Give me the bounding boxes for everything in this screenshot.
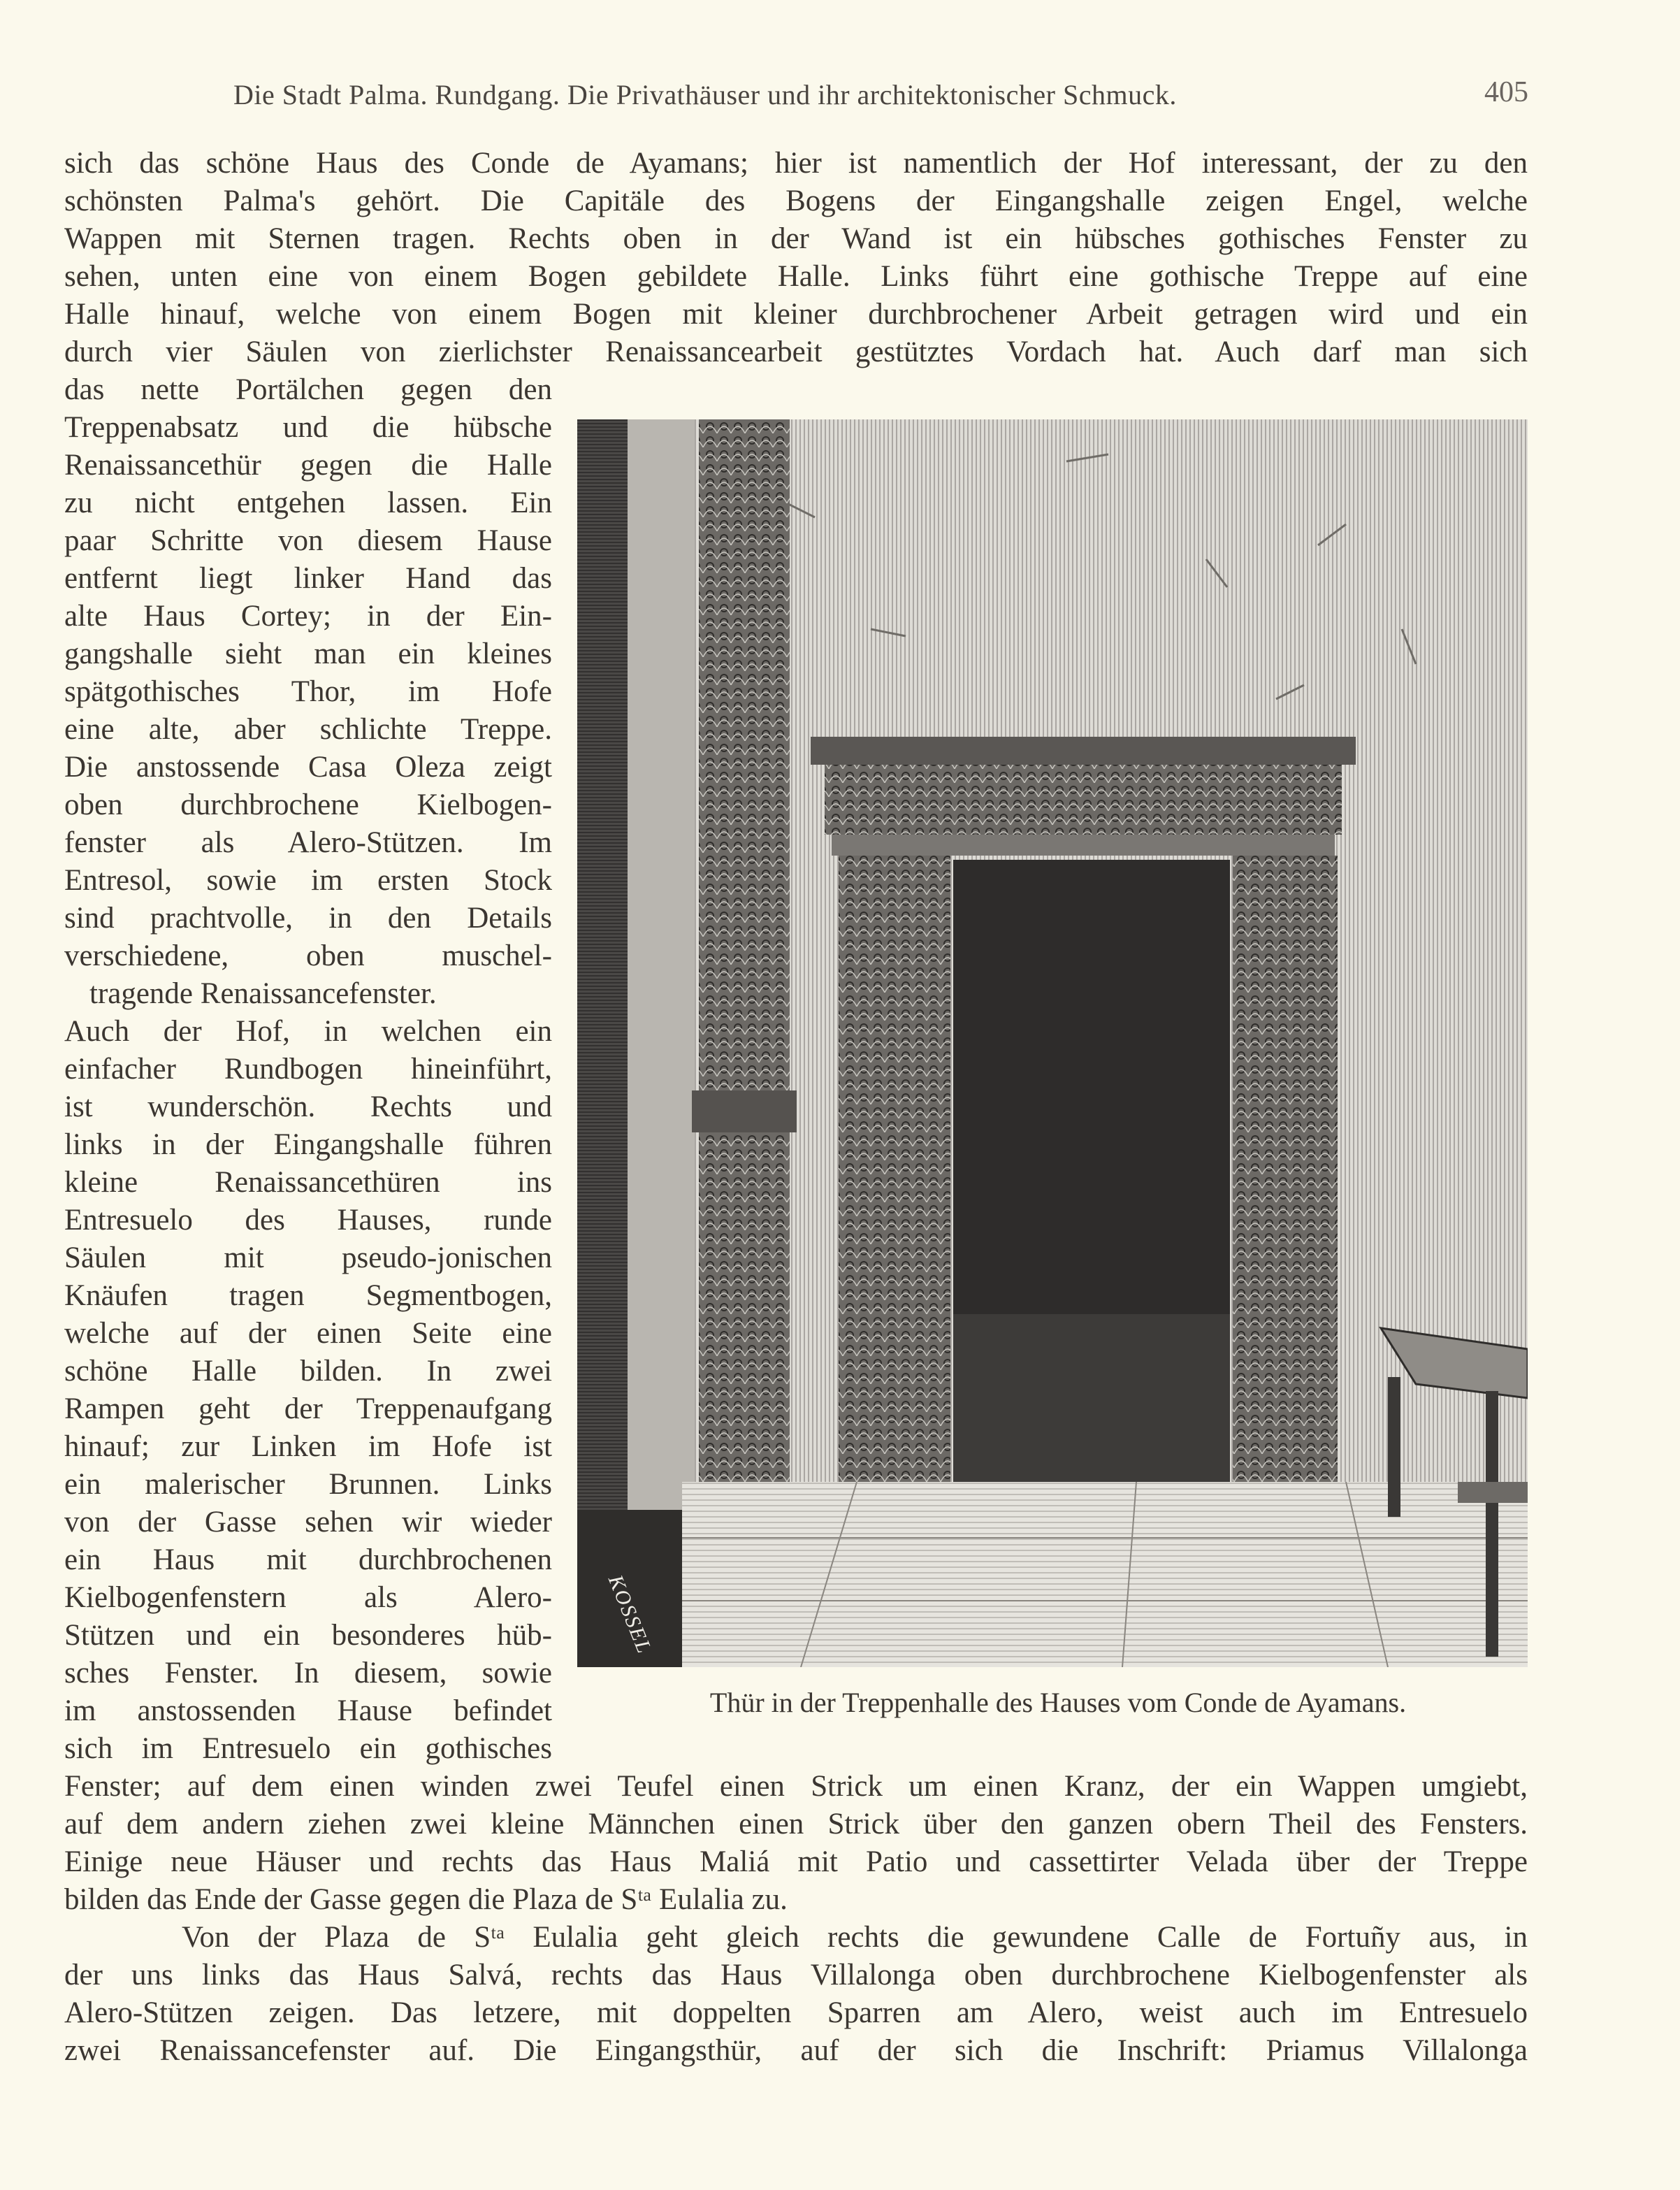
engraving-illustration <box>577 419 1528 1667</box>
text-line: auf dem andern ziehen zwei kleine Männchen einen Strick über den ganzen obern Theil des Fensters. <box>64 1808 1528 1840</box>
text-line: einfacher Rundbogen hineinführt, <box>64 1053 552 1086</box>
text-line: schöne Halle bilden. In zwei <box>64 1355 552 1388</box>
text-line: Halle hinauf, welche von einem Bogen mit kleiner durchbrochener Arbeit getragen wird und ein <box>64 298 1528 331</box>
text-line: das nette Portälchen gegen den <box>64 373 552 406</box>
text-line: fenster als Alero-Stützen. Im <box>64 826 552 859</box>
text-line: ist wunderschön. Rechts und <box>64 1090 552 1123</box>
text-line: Treppenabsatz und die hübsche <box>64 411 552 444</box>
text-line: schönsten Palma's gehört. Die Capitäle des Bogens der Eingangshalle zeigen Engel, welche <box>64 185 1528 217</box>
text-line: sches Fenster. In diesem, sowie <box>64 1657 552 1690</box>
text-line: der uns links das Haus Salvá, rechts das Haus Villalonga oben durchbrochene Kielbogenfenster als <box>64 1959 1528 1991</box>
text-line: zu nicht entgehen lassen. Ein <box>64 487 552 519</box>
door-jamb-left <box>839 856 950 1482</box>
door-jamb-right <box>1233 856 1338 1482</box>
text-line: Renaissancethür gegen die Halle <box>64 449 552 482</box>
text-line: verschiedene, oben muschel- <box>64 939 552 972</box>
text-line: gangshalle sieht man ein kleines <box>64 637 552 670</box>
text-line: Säulen mit pseudo-jonischen <box>64 1241 552 1274</box>
text-line: Fenster; auf dem einen winden zwei Teufel einen Strick um einen Kranz, der ein Wappen umgiebt, <box>64 1770 1528 1803</box>
text-line: Die anstossende Casa Oleza zeigt <box>64 751 552 784</box>
running-header: Die Stadt Palma. Rundgang. Die Privathäuser und ihr architektonischer Schmuck. <box>233 79 1177 110</box>
text-line: oben durchbrochene Kielbogen- <box>64 788 552 821</box>
text-line: sich das schöne Haus des Conde de Ayamans; hier ist namentlich der Hof interessant, der zu den <box>64 147 1528 180</box>
text-line: sich im Entresuelo ein gothisches <box>64 1732 552 1765</box>
text-line: Von der Plaza de Sᵗᵃ Eulalia geht gleich rechts die gewundene Calle de Fortuñy aus, in <box>182 1921 1528 1954</box>
text-line: Einige neue Häuser und rechts das Haus Maliá mit Patio und cassettirter Velada über der Treppe <box>64 1845 1528 1878</box>
text-line: durch vier Säulen von zierlichster Renaissancearbeit gestütztes Vordach hat. Auch darf man sich <box>64 336 1528 368</box>
text-line: von der Gasse sehen wir wieder <box>64 1506 552 1539</box>
text-line: Stützen und ein besonderes hüb- <box>64 1619 552 1652</box>
figure-caption: Thür in der Treppenhalle des Hauses vom Conde de Ayamans. <box>709 1687 1407 1718</box>
text-line: ein malerischer Brunnen. Links <box>64 1468 552 1501</box>
door-cornice <box>811 737 1356 765</box>
text-line: bilden das Ende der Gasse gegen die Plaza de Sᵗᵃ Eulalia zu. <box>64 1883 788 1916</box>
text-line: sind prachtvolle, in den Details <box>64 902 552 935</box>
text-line: Kielbogenfenstern als Alero- <box>64 1581 552 1614</box>
text-line: Wappen mit Sternen tragen. Rechts oben in der Wand ist ein hübsches gothisches Fenster zu <box>64 222 1528 255</box>
text-line: Alero-Stützen zeigen. Das letzere, mit doppelten Sparren am Alero, weist auch im Entresuelo <box>64 1996 1528 2029</box>
text-line: Knäufen tragen Segmentbogen, <box>64 1279 552 1312</box>
text-line: zwei Renaissancefenster auf. Die Eingangsthür, auf der sich die Inschrift: Priamus Villalonga <box>64 2034 1528 2067</box>
engraver-signature: KOSSEL <box>603 1571 656 1658</box>
left-pilaster <box>699 419 790 1482</box>
text-line: Entresuelo des Hauses, runde <box>64 1204 552 1237</box>
text-line: alte Haus Cortey; in der Ein- <box>64 600 552 633</box>
text-line: tragende Renaissancefenster. <box>89 977 437 1010</box>
text-line: sehen, unten eine von einem Bogen gebildete Halle. Links führt eine gothische Treppe auf eine <box>64 260 1528 293</box>
text-line: Entresol, sowie im ersten Stock <box>64 864 552 897</box>
text-line: im anstossenden Hause befindet <box>64 1694 552 1727</box>
text-line: paar Schritte von diesem Hause <box>64 524 552 557</box>
text-line: eine alte, aber schlichte Treppe. <box>64 713 552 746</box>
text-line: spätgothisches Thor, im Hofe <box>64 675 552 708</box>
text-line: Auch der Hof, in welchen ein <box>64 1015 552 1048</box>
doorway-engraving <box>577 419 1528 1667</box>
text-line: entfernt liegt linker Hand das <box>64 562 552 595</box>
text-line: kleine Renaissancethüren ins <box>64 1166 552 1199</box>
text-line: links in der Eingangshalle führen <box>64 1128 552 1161</box>
left-shadow-edge <box>577 419 628 1667</box>
text-line: ein Haus mit durchbrochenen <box>64 1543 552 1576</box>
text-line: hinauf; zur Linken im Hofe ist <box>64 1430 552 1463</box>
text-line: Rampen geht der Treppenaufgang <box>64 1392 552 1425</box>
text-line: welche auf der einen Seite eine <box>64 1317 552 1350</box>
door-frieze <box>825 765 1342 835</box>
page-number: 405 <box>1484 76 1528 108</box>
